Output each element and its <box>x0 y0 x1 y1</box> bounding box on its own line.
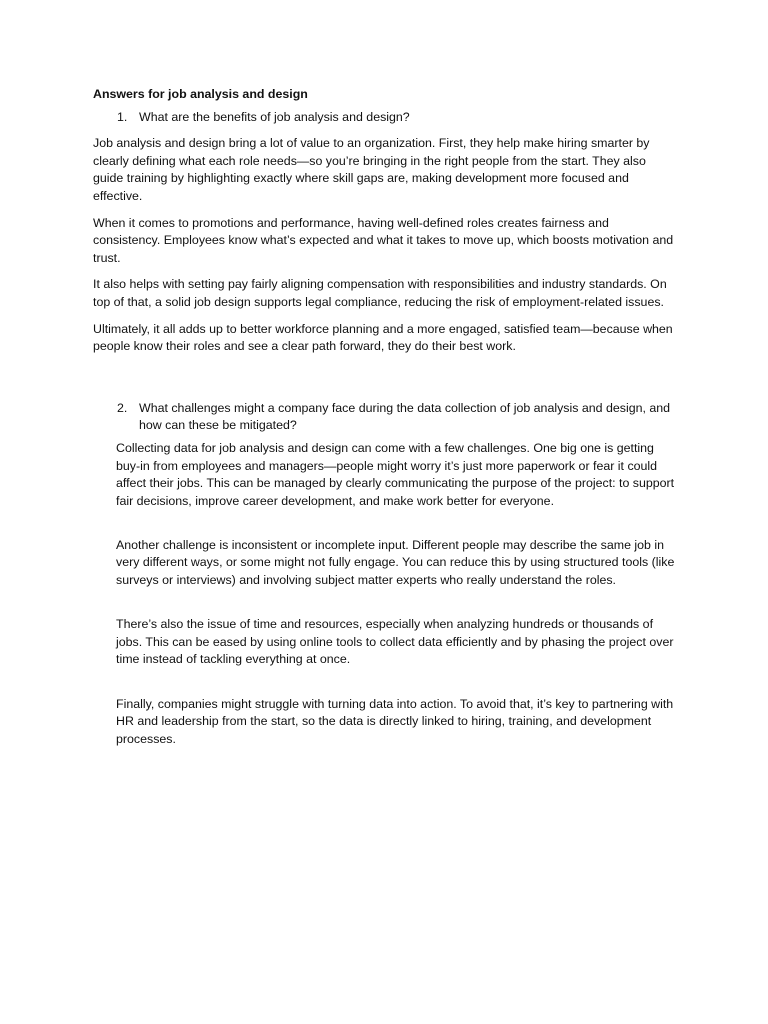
spacer <box>93 599 679 617</box>
answer-paragraph: It also helps with setting pay fairly aligning compensation with responsibilities and industry standards. On top of that, a solid job design supports legal compliance, reducing the risk of employment-related issues. <box>93 277 667 309</box>
answer-paragraph: There’s also the issue of time and resources, especially when analyzing hundreds or thousands of jobs. This can be eased by using online tools to collect data efficiently and by phasing the project over time instead of tackling everything at once. <box>116 617 674 667</box>
question-text: What are the benefits of job analysis and design? <box>139 109 410 124</box>
question-number: 2. <box>117 400 128 415</box>
answer-paragraph: Job analysis and design bring a lot of value to an organization. First, they help make hiring smarter by clearly defining what each role needs—so you’re bringing in the right people from the start. They also guide training by highlighting exactly where skill gaps are, making development more focused and effective. <box>93 136 650 203</box>
answer-paragraph: Ultimately, it all adds up to better workforce planning and a more engaged, satisfied team—because when people know their roles and see a clear path forward, they do their best work. <box>93 321 673 354</box>
question-number: 1. <box>117 109 128 124</box>
answer-paragraph: Collecting data for job analysis and design can come with a few challenges. One big one is getting buy-in from employees and managers—people might worry it’s just more paperwork or fear it could affect their jobs. This can be managed by clearly communicating the purpose of the project: to support fair decisions, improve career development, and make work better for everyone. <box>116 440 675 508</box>
spacer <box>93 678 679 696</box>
answer-paragraph: When it comes to promotions and performance, having well-defined roles creates fairness and consistency. Employees know what’s expected and what it takes to move up, which boosts motivation and trust. <box>93 215 674 265</box>
spacer <box>93 519 679 537</box>
question-text: What challenges might a company face during the data collection of job analysis and design, and how can these be mitigated? <box>139 400 671 433</box>
document-title: Answers for job analysis and design <box>93 87 308 101</box>
document-body <box>93 86 679 757</box>
spacer <box>93 365 679 400</box>
answer-paragraph: Finally, companies might struggle with turning data into action. To avoid that, it’s key to partnering with HR and leadership from the start, so the data is directly linked to hiring, training, and development processes. <box>116 696 674 746</box>
question-1 <box>93 109 679 127</box>
answer-paragraph: Another challenge is inconsistent or incomplete input. Different people may describe the same job in very different ways, or some might not fully engage. You can reduce this by using structured tools (like surveys or interviews) and involving subject matter experts who really understand the roles. <box>116 537 675 588</box>
question-2 <box>93 400 679 435</box>
